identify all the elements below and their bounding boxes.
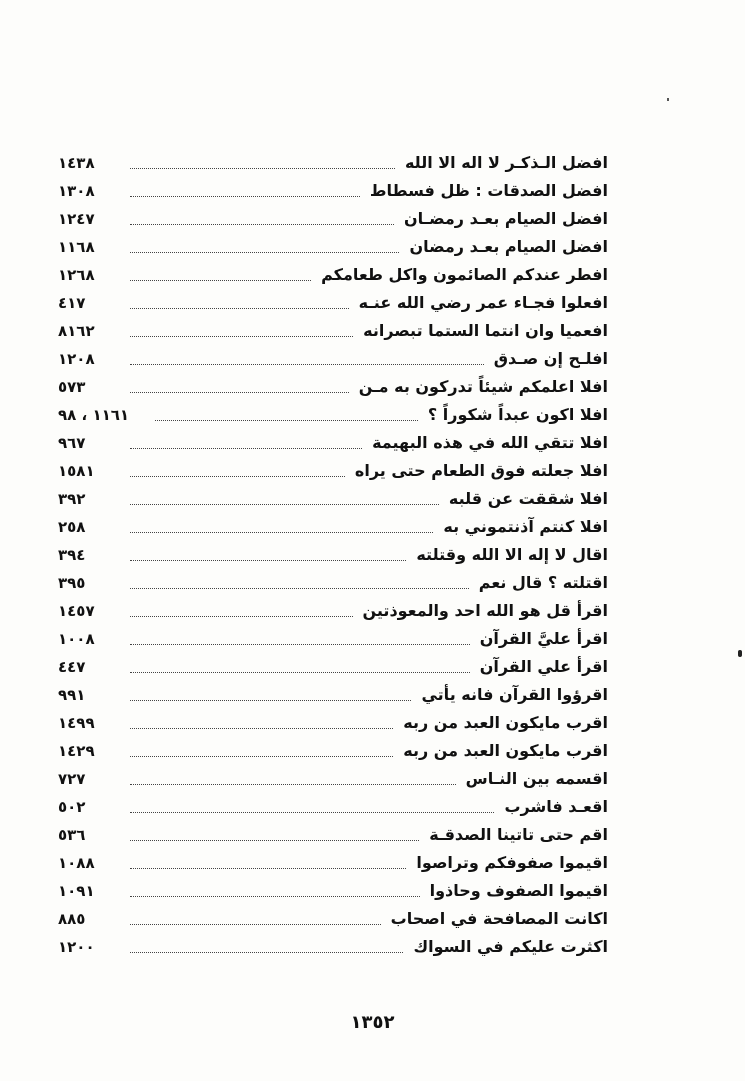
entry-page-number: ٣٩٥ (58, 574, 86, 592)
dot-leader (130, 672, 470, 673)
entry-text: افطر عندكم الصائمون واكل طعامكم (321, 265, 608, 284)
index-entry (58, 345, 608, 373)
index-entry (58, 849, 608, 877)
entry-text: اقرب مايكون العبد من ربه (403, 741, 608, 760)
entry-text: اكثرت عليكم في السواك (413, 937, 608, 956)
index-entry (58, 317, 608, 345)
dot-leader (130, 840, 419, 841)
dot-leader (130, 868, 406, 869)
entry-text: اقسمه بين النـاس (465, 769, 608, 788)
entry-page-number: ٩٩١ (58, 686, 86, 704)
index-entry (58, 905, 608, 933)
dot-leader (130, 896, 420, 897)
dot-leader (130, 588, 469, 589)
index-entry (58, 429, 608, 457)
entry-page-number: ١٥٨١ (58, 462, 95, 480)
entry-text: اقرأ علي القرآن (479, 657, 608, 676)
entry-page-number: ٣٩٢ (58, 490, 86, 508)
index-entry (58, 597, 608, 625)
entry-page-number: ١١٦١ ، ٩٨ (58, 406, 130, 424)
entry-page-number: ٩٦٧ (58, 434, 86, 452)
entry-text: اقم حتى تاتينا الصدقـة (429, 825, 608, 844)
dot-leader (130, 196, 360, 197)
entry-text: اقرؤوا القرآن فانه يأتي (421, 685, 608, 704)
index-entry (58, 177, 608, 205)
dot-leader (130, 504, 439, 505)
entry-page-number: ٥٧٣ (58, 378, 86, 396)
index-entry (58, 877, 608, 905)
dot-leader (130, 952, 403, 953)
dot-leader (130, 252, 399, 253)
entry-text: افضل الصيام بعـد رمضـان (403, 209, 608, 228)
dot-leader (130, 308, 349, 309)
index-entry (58, 709, 608, 737)
index-entry (58, 737, 608, 765)
entry-page-number: ٤١٧ (58, 294, 86, 312)
dot-leader (130, 616, 353, 617)
dot-leader (130, 644, 470, 645)
entry-page-number: ٨١٦٢ (58, 322, 95, 340)
dot-leader (130, 476, 345, 477)
dot-leader (130, 728, 393, 729)
entry-page-number: ١٢٤٧ (58, 210, 95, 228)
entry-text: افلا اعلمكم شيئاً تدركون به مـن (358, 377, 608, 396)
ink-speck (667, 98, 669, 101)
index-entry (58, 485, 608, 513)
entry-text: افلا اكون عبداً شكوراً ؟ (427, 405, 608, 424)
entry-page-number: ٨٨٥ (58, 910, 86, 928)
index-entry (58, 541, 608, 569)
index-entry (58, 457, 608, 485)
entry-page-number: ١٠٠٨ (58, 630, 95, 648)
entry-page-number: ١٤٩٩ (58, 714, 95, 732)
index-entry (58, 653, 608, 681)
dot-leader (130, 812, 494, 813)
entry-text: اقتلته ؟ قال نعم (478, 573, 608, 592)
entry-text: اقرأ عليَّ القرآن (479, 629, 608, 648)
index-entry (58, 569, 608, 597)
index-entry (58, 261, 608, 289)
dot-leader (130, 700, 411, 701)
dot-leader (130, 924, 381, 925)
dot-leader (155, 420, 418, 421)
index-entry (58, 401, 608, 429)
index-entry (58, 821, 608, 849)
entry-text: افعميا وان انتما الستما تبصرانه (363, 321, 608, 340)
entry-page-number: ٣٩٤ (58, 546, 86, 564)
dot-leader (130, 756, 393, 757)
index-entry (58, 289, 608, 317)
entry-text: اكانت المصافحة في اصحاب (390, 909, 608, 928)
entry-text: افلـح إن صـدق (493, 349, 608, 368)
dot-leader (130, 168, 395, 169)
entry-page-number: ١١٦٨ (58, 238, 95, 256)
dot-leader (130, 532, 433, 533)
entry-text: افضل الـذكـر لا اله الا الله (404, 153, 608, 172)
index-entry (58, 373, 608, 401)
entry-text: اقرب مايكون العبد من ربه (403, 713, 608, 732)
entry-text: اقيموا صفوفكم وتراصوا (416, 853, 608, 872)
dot-leader (130, 784, 456, 785)
dot-leader (130, 364, 484, 365)
entry-page-number: ١٠٨٨ (58, 854, 95, 872)
entry-text: اقعـد فاشرب (504, 797, 608, 816)
entry-page-number: ١٢٠٠ (58, 938, 95, 956)
index-entry (58, 233, 608, 261)
entry-page-number: ٥٣٦ (58, 826, 86, 844)
dot-leader (130, 224, 394, 225)
index-entry (58, 625, 608, 653)
index-entry (58, 205, 608, 233)
entry-page-number: ١٤٣٨ (58, 154, 95, 172)
entry-text: اقيموا الصفوف وحاذوا (429, 881, 608, 900)
entry-text: افلا كنتم آذنتموني به (443, 517, 608, 536)
dot-leader (130, 392, 349, 393)
entry-text: اقال لا إله الا الله وقتلته (416, 545, 608, 564)
entry-text: اقرأ قل هو الله احد والمعوذتين (362, 601, 608, 620)
entry-page-number: ١٢٦٨ (58, 266, 95, 284)
entry-page-number: ١٤٥٧ (58, 602, 95, 620)
entry-text: افضل الصيام بعـد رمضان (409, 237, 608, 256)
dot-leader (130, 560, 406, 561)
dot-leader (130, 336, 353, 337)
index-entry (58, 793, 608, 821)
entry-text: افلا تتقي الله في هذه البهيمة (372, 433, 608, 452)
entry-text: افلا شققت عن قلبه (448, 489, 608, 508)
margin-mark (738, 650, 742, 657)
index-entry (58, 681, 608, 709)
entry-page-number: ٥٠٢ (58, 798, 86, 816)
entry-page-number: ١٢٠٨ (58, 350, 95, 368)
hadith-index-list (58, 149, 608, 961)
entry-page-number: ٧٢٧ (58, 770, 86, 788)
dot-leader (130, 448, 362, 449)
entry-page-number: ٤٤٧ (58, 658, 86, 676)
entry-page-number: ١٣٠٨ (58, 182, 95, 200)
index-entry (58, 513, 608, 541)
entry-page-number: ١٤٢٩ (58, 742, 95, 760)
entry-page-number: ٢٥٨ (58, 518, 86, 536)
page-number: ١٣٥٢ (350, 1012, 395, 1033)
dot-leader (130, 280, 311, 281)
index-entry (58, 933, 608, 961)
entry-text: افلا جعلته فوق الطعام حتى يراه (354, 461, 608, 480)
entry-text: افعلوا فجـاء عمر رضي الله عنـه (358, 293, 608, 312)
entry-page-number: ١٠٩١ (58, 882, 95, 900)
index-entry (58, 149, 608, 177)
index-entry (58, 765, 608, 793)
entry-text: افضل الصدقات : ظل فسطاط (369, 181, 608, 200)
